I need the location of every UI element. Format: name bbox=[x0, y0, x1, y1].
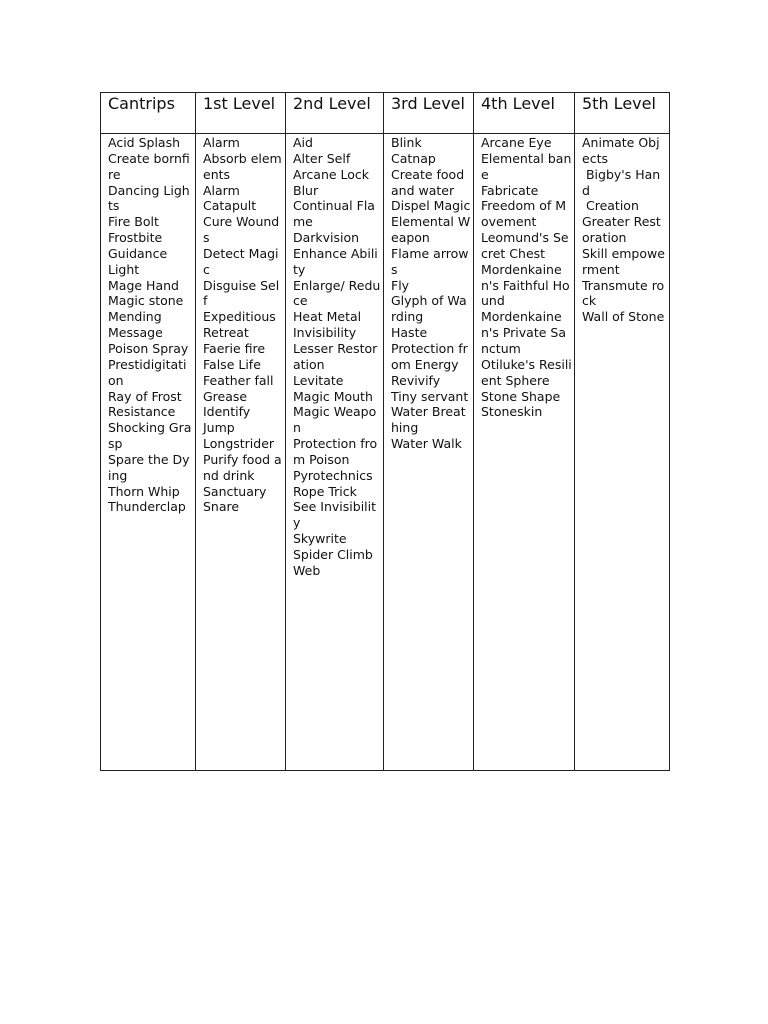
spell-name: Absorb elements bbox=[203, 150, 282, 182]
spell-name: Catnap bbox=[391, 150, 436, 166]
spell-name: Spider Climb bbox=[293, 546, 373, 562]
spell-name: Fly bbox=[391, 277, 410, 293]
spell-name: Lesser Restoration bbox=[293, 340, 378, 372]
spell-name: Disguise Self bbox=[203, 277, 280, 309]
header-4th-level: 4th Level bbox=[474, 93, 575, 134]
level-1-cell bbox=[196, 134, 286, 771]
spell-name: Arcane Eye bbox=[481, 135, 552, 150]
header-2nd-level: 2nd Level bbox=[286, 93, 384, 134]
spell-name: Mordenkainen's Faithful Hound bbox=[481, 261, 570, 309]
spell-name: Water Breathing bbox=[391, 404, 466, 436]
spell-name: Magic Weapon bbox=[293, 404, 377, 436]
spell-name: Poison Spray bbox=[108, 340, 189, 356]
spell-name: Faerie fire bbox=[203, 340, 266, 356]
spell-name: Prestidigitation bbox=[108, 356, 187, 388]
spell-name: Creation bbox=[582, 198, 639, 214]
spell-name: Dancing Lights bbox=[108, 182, 190, 214]
spell-name: Enlarge/ Reduce bbox=[293, 277, 381, 309]
spell-name: Levitate bbox=[293, 372, 344, 388]
level-3-cell bbox=[384, 134, 474, 771]
spell-name: Alter Self bbox=[293, 150, 351, 166]
spell-name: Purify food and drink bbox=[203, 451, 282, 483]
spell-name: Revivify bbox=[391, 372, 441, 388]
spell-name: Catapult bbox=[203, 198, 257, 214]
spell-name: Continual Flame bbox=[293, 198, 375, 230]
spell-name: Rope Trick bbox=[293, 483, 357, 499]
spell-name: Heat Metal bbox=[293, 309, 362, 325]
spell-name: Fire Bolt bbox=[108, 214, 159, 230]
level-2-cell bbox=[286, 134, 384, 771]
spell-name: Water Walk bbox=[391, 436, 462, 452]
spell-name: Message bbox=[108, 325, 163, 341]
spell-name: Glyph of Warding bbox=[391, 293, 467, 325]
spell-name: Identify bbox=[203, 404, 251, 420]
spell-name: Blur bbox=[293, 182, 319, 198]
spell-name: Otiluke's Resilient Sphere bbox=[481, 356, 572, 388]
spell-name: Mage Hand bbox=[108, 277, 179, 293]
spell-name: Enhance Ability bbox=[293, 245, 378, 277]
spell-name: Tiny servant bbox=[391, 388, 469, 404]
spell-name: Create bornfire bbox=[108, 150, 190, 182]
spell-name: Guidance bbox=[108, 245, 168, 261]
spell-name: Alarm bbox=[203, 182, 240, 198]
spell-name: Ray of Frost bbox=[108, 388, 182, 404]
spell-name: Acid Splash bbox=[108, 135, 181, 150]
spell-name: Wall of Stone bbox=[582, 309, 665, 325]
spell-name: Expeditious Retreat bbox=[203, 309, 280, 341]
spell-name: Aid bbox=[293, 135, 313, 150]
spell-name: Arcane Lock bbox=[293, 166, 370, 182]
spell-name: Dispel Magic bbox=[391, 198, 471, 214]
spell-name: Mordenkainen's Private Sanctum bbox=[481, 309, 566, 356]
spell-name: Resistance bbox=[108, 404, 176, 420]
spell-name: Frostbite bbox=[108, 230, 163, 246]
level-4-cell bbox=[474, 134, 575, 771]
spell-name: Grease bbox=[203, 388, 248, 404]
spell-name: Thunderclap bbox=[108, 499, 186, 515]
spell-name: Flame arrows bbox=[391, 245, 469, 277]
spell-name: False Life bbox=[203, 356, 261, 372]
spell-name: Freedom of Movement bbox=[481, 198, 567, 230]
spell-name: Pyrotechnics bbox=[293, 467, 373, 483]
spell-row bbox=[101, 134, 670, 771]
header-cantrips: Cantrips bbox=[101, 93, 196, 134]
spell-name: Longstrider bbox=[203, 436, 275, 452]
spell-name: Feather fall bbox=[203, 372, 274, 388]
spell-name: Alarm bbox=[203, 135, 240, 150]
spell-name: Animate Objects bbox=[582, 135, 660, 166]
spell-name: Stone Shape bbox=[481, 388, 561, 404]
cantrips-cell bbox=[101, 134, 196, 771]
spell-name: Fabricate bbox=[481, 182, 539, 198]
spell-name: Skywrite bbox=[293, 531, 347, 547]
spell-name: Blink bbox=[391, 135, 422, 150]
level-5-cell bbox=[575, 134, 670, 771]
spell-name: Stoneskin bbox=[481, 404, 543, 420]
spell-name: Protection from Energy bbox=[391, 340, 468, 372]
spell-name: Detect Magic bbox=[203, 245, 279, 277]
spell-name: Light bbox=[108, 261, 140, 277]
header-5th-level: 5th Level bbox=[575, 93, 670, 134]
header-3rd-level: 3rd Level bbox=[384, 93, 474, 134]
spell-name: Shocking Grasp bbox=[108, 420, 192, 452]
spell-name: Cure Wounds bbox=[203, 214, 280, 246]
spell-name: Mending bbox=[108, 309, 162, 325]
spell-name: Leomund's Secret Chest bbox=[481, 230, 569, 261]
spell-name: Invisibility bbox=[293, 325, 357, 341]
header-row bbox=[101, 93, 670, 134]
spell-name: Haste bbox=[391, 325, 428, 341]
spell-name: Magic Mouth bbox=[293, 388, 373, 404]
spell-name: Protection from Poison bbox=[293, 436, 378, 467]
spell-name: See Invisibility bbox=[293, 499, 377, 531]
spell-name: Spare the Dying bbox=[108, 451, 190, 483]
spell-table bbox=[100, 92, 670, 771]
spell-name: Magic stone bbox=[108, 293, 184, 309]
spell-name: Snare bbox=[203, 499, 240, 515]
spell-name: Sanctuary bbox=[203, 483, 267, 499]
spell-name: Web bbox=[293, 562, 321, 578]
spell-name: Elemental bane bbox=[481, 150, 572, 182]
spell-name: Elemental Weapon bbox=[391, 214, 471, 246]
spell-name: Create food and water bbox=[391, 166, 469, 198]
spell-name: Jump bbox=[203, 420, 235, 436]
header-1st-level: 1st Level bbox=[196, 93, 286, 134]
spell-name: Transmute rock bbox=[582, 277, 665, 309]
spell-name: Bigby's Hand bbox=[582, 166, 661, 198]
spell-name: Skill empowerment bbox=[582, 245, 665, 277]
spell-name: Darkvision bbox=[293, 230, 360, 246]
spell-name: Greater Restoration bbox=[582, 214, 661, 246]
spell-name: Thorn Whip bbox=[108, 483, 180, 499]
